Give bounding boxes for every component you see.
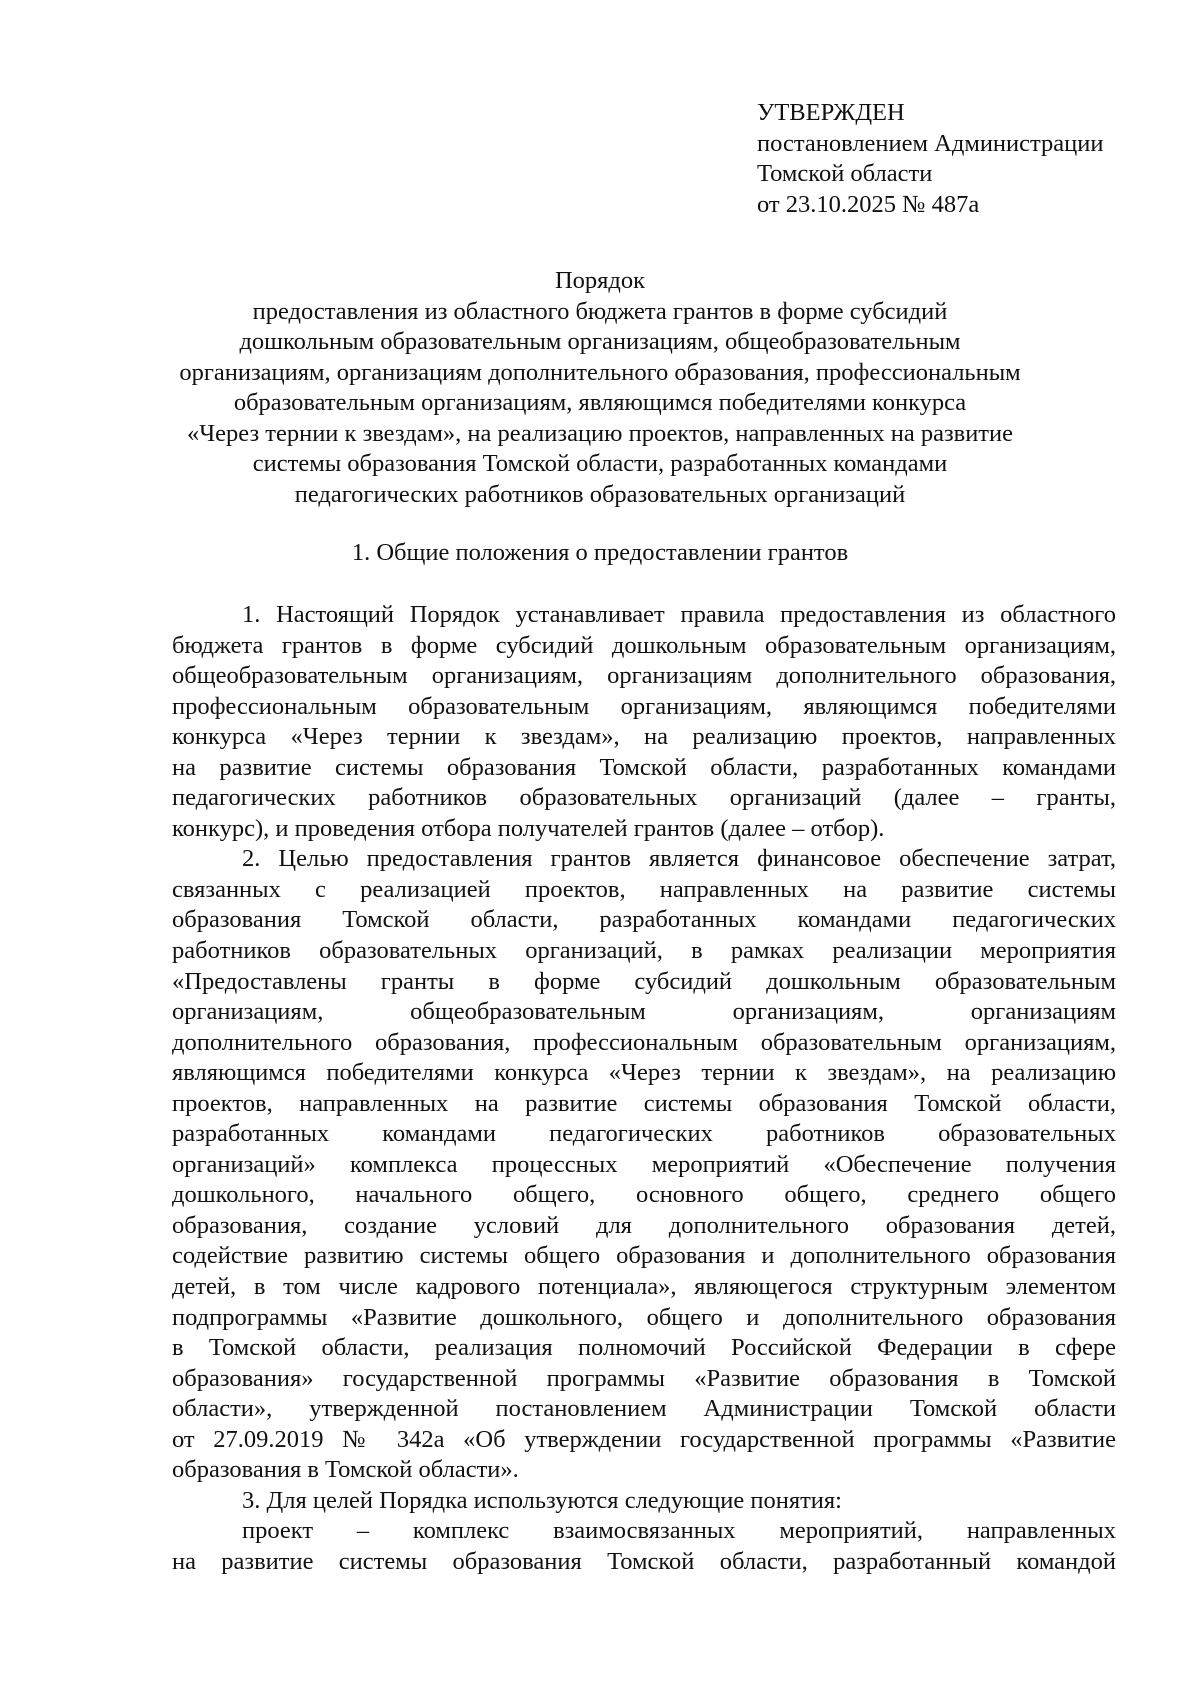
body-line: 3. Для целей Порядка используются следующие понятия: (242, 1486, 842, 1514)
title-line: педагогических работников образовательных организаций (294, 480, 906, 508)
body-line: образования Томской области, разработанных командами педагогических (172, 906, 1116, 934)
body-line: содействие развитию системы общего образования и дополнительного образования (172, 1242, 1116, 1270)
approval-line: Томской области (757, 160, 933, 187)
body-line: педагогических работников образовательных организаций (далее – гранты, (172, 784, 1116, 812)
body-line: 1. Настоящий Порядок устанавливает правила предоставления из областного (242, 601, 1116, 628)
body-line: детей, в том числе кадрового потенциала», являющегося структурным элементом (172, 1273, 1116, 1301)
body-line: образования» государственной программы «Развитие образования в Томской (172, 1364, 1116, 1392)
title-line: организациям, организациям дополнительного образования, профессиональным (179, 358, 1021, 386)
body-line: образования в Томской области». (172, 1456, 519, 1484)
body-line: дополнительного образования, профессиональным образовательным организациям, (172, 1028, 1116, 1056)
body-line: конкурса «Через тернии к звездам», на реализацию проектов, направленных (172, 723, 1116, 751)
body-line: от 27.09.2019 № 342а «Об утверждении государственной программы «Развитие (172, 1425, 1116, 1453)
approval-stamp-block (757, 98, 1104, 220)
body-line: бюджета грантов в форме субсидий дошкольным образовательным организациям, (172, 631, 1116, 659)
body-line: разработанных командами педагогических работников образовательных (172, 1120, 1116, 1148)
body-line: проектов, направленных на развитие системы образования Томской области, (172, 1089, 1116, 1117)
title-line: системы образования Томской области, разработанных командами (252, 450, 948, 477)
body-line: проект – комплекс взаимосвязанных мероприятий, направленных (242, 1517, 1116, 1545)
body-line: являющимся победителями конкурса «Через тернии к звездам», на реализацию (172, 1059, 1116, 1087)
body-line: дошкольного, начального общего, основного общего, среднего общего (172, 1181, 1116, 1209)
body-line: организациям, общеобразовательным организациям, организациям (172, 998, 1116, 1026)
document-title (150, 266, 1050, 510)
body-text (172, 600, 1116, 1578)
approval-line: постановлением Администрации (757, 129, 1104, 157)
title-line: Порядок (554, 267, 646, 294)
title-line: дошкольным образовательным организациям, общеобразовательным (239, 328, 961, 355)
title-line: образовательным организациям, являющимся победителями конкурса (233, 389, 967, 416)
body-line: на развитие системы образования Томской области, разработанных командами (172, 753, 1116, 781)
body-line: профессиональным образовательным организациям, являющимся победителями (172, 692, 1116, 720)
body-line: подпрограммы «Развитие дошкольного, общего и дополнительного образования (172, 1303, 1116, 1331)
body-line: 2. Целью предоставления грантов является финансовое обеспечение затрат, (242, 845, 1116, 873)
body-line: связанных с реализацией проектов, направленных на развитие системы (172, 875, 1116, 903)
approval-line: от 23.10.2025 № 487а (757, 190, 980, 218)
approval-line: УТВЕРЖДЕН (757, 99, 905, 126)
body-line: работников образовательных организаций, в рамках реализации мероприятия (172, 937, 1116, 965)
body-line: организаций» комплекса процессных мероприятий «Обеспечение получения (172, 1150, 1116, 1178)
body-line: конкурс), и проведения отбора получателей грантов (далее – отбор). (172, 814, 885, 842)
title-line: «Через тернии к звездам», на реализацию проектов, направленных на развитие (186, 419, 1013, 447)
body-line: на развитие системы образования Томской области, разработанный командой (172, 1547, 1116, 1575)
title-line: предоставления из областного бюджета грантов в форме субсидий (252, 297, 948, 325)
body-line: общеобразовательным организациям, организациям дополнительного образования, (172, 662, 1116, 690)
body-line: области», утвержденной постановлением Администрации Томской области (172, 1395, 1116, 1423)
body-line: «Предоставлены гранты в форме субсидий дошкольным образовательным (172, 967, 1116, 995)
body-line: в Томской области, реализация полномочий Российской Федерации в сфере (172, 1334, 1116, 1362)
section-heading: 1. Общие положения о предоставлении грантов (351, 539, 849, 566)
body-line: образования, создание условий для дополнительного образования детей, (172, 1211, 1116, 1239)
